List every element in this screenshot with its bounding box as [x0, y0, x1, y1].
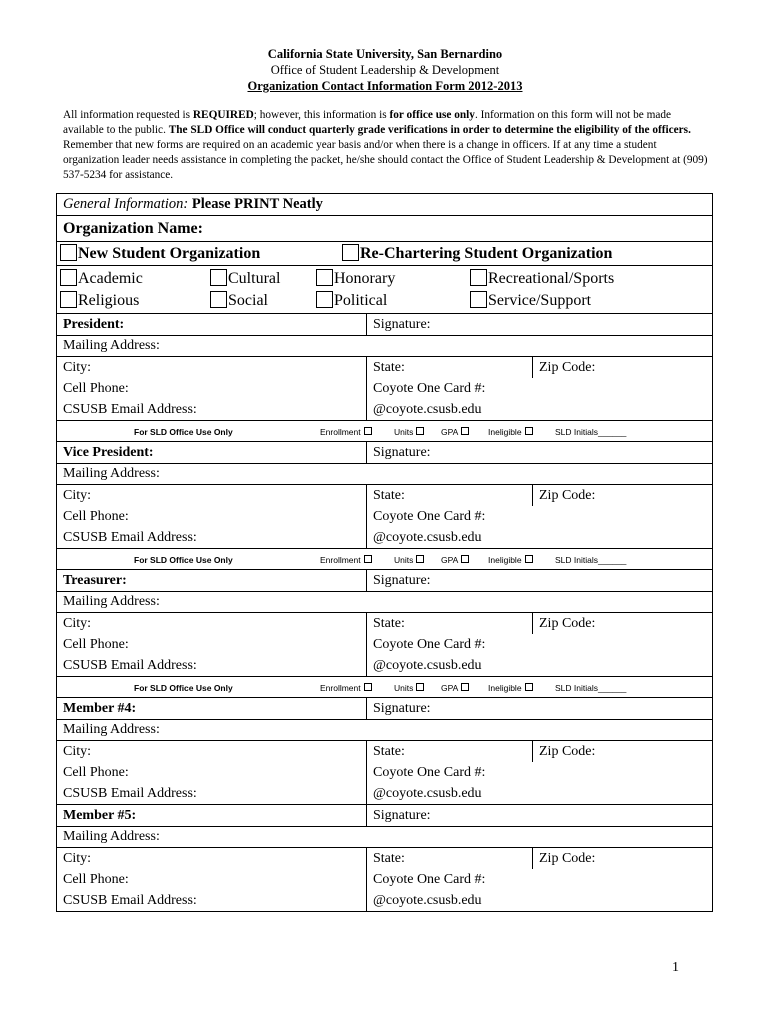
vp-title-row — [57, 442, 712, 464]
vp-mailing-label: Mailing Address: — [63, 466, 160, 481]
treasurer-zip[interactable]: Zip Code: — [532, 613, 712, 634]
member5-mailing-label: Mailing Address: — [63, 829, 160, 844]
treasurer-label: Treasurer: — [63, 572, 127, 588]
president-state[interactable]: State: — [366, 357, 532, 378]
member4-cell[interactable]: Cell Phone: — [63, 764, 129, 780]
office-name: Office of Student Leadership & Development — [270, 63, 500, 77]
president-email[interactable]: CSUSB Email Address: — [63, 401, 197, 417]
sld-initials: SLD Initials______ — [555, 555, 627, 565]
intro-text-2: ; however, this information is — [253, 109, 390, 121]
treasurer-email-domain: @coyote.csusb.edu — [366, 655, 712, 676]
type-social[interactable] — [210, 291, 268, 311]
vp-label: Vice President: — [63, 444, 154, 460]
member4-state[interactable]: State: — [366, 741, 532, 762]
president-cell[interactable]: Cell Phone: — [63, 380, 129, 396]
new-org-checkbox[interactable] — [60, 244, 77, 261]
academic-checkbox[interactable] — [60, 269, 77, 286]
enrollment-label: Enrollment — [320, 427, 361, 437]
gpa-label: GPA — [441, 683, 459, 693]
intro-grade-check: The SLD Office will conduct quarterly grade verifications in order to determine the eligibility of the officers. — [168, 124, 691, 136]
intro-text-3: . Information on this form will not be made available to the public. — [63, 109, 672, 136]
type-cultural[interactable] — [210, 269, 280, 289]
intro-text-4: Remember that new forms are required on an academic year basis and/or when there is a change in officers. If at any time a student organization leader needs assistance in completing the packet, he/she should contact the Office of Student Leadership & Development at (909) 537-5234 for assistance. — [63, 139, 708, 181]
intro-office-use: for office use only — [389, 109, 475, 121]
honorary-label: Honorary — [334, 270, 396, 287]
treasurer-email-row — [57, 655, 712, 677]
member4-zip[interactable]: Zip Code: — [532, 741, 712, 762]
vp-cell[interactable]: Cell Phone: — [63, 508, 129, 524]
vp-email[interactable]: CSUSB Email Address: — [63, 529, 197, 545]
form-title: Organization Contact Information Form 2012-2013 — [247, 79, 523, 93]
type-religious[interactable] — [60, 291, 139, 311]
general-info-label: General Information: — [63, 196, 189, 212]
member5-cell[interactable]: Cell Phone: — [63, 871, 129, 887]
member4-city[interactable]: City: — [63, 743, 92, 759]
member5-coyote[interactable]: Coyote One Card #: — [366, 869, 712, 890]
president-email-row — [57, 399, 712, 421]
member4-email-domain: @coyote.csusb.edu — [366, 783, 712, 804]
member4-signature[interactable]: Signature: — [366, 698, 712, 719]
ineligible-check — [488, 427, 533, 437]
vp-state[interactable]: State: — [366, 485, 532, 506]
member5-signature[interactable]: Signature: — [366, 805, 712, 826]
org-type-area — [57, 266, 712, 314]
treasurer-cell-row — [57, 634, 712, 655]
units-check — [394, 427, 424, 437]
vp-cell-row — [57, 506, 712, 527]
cultural-label: Cultural — [228, 270, 281, 287]
units-label: Units — [394, 683, 414, 693]
social-checkbox[interactable] — [210, 291, 227, 308]
enrollment-check — [320, 683, 372, 693]
intro-paragraph — [63, 108, 713, 183]
ineligible-label: Ineligible — [488, 683, 522, 693]
gpa-label: GPA — [441, 427, 459, 437]
political-label: Political — [334, 292, 388, 309]
president-coyote[interactable]: Coyote One Card #: — [366, 378, 712, 399]
print-neatly-label: Please PRINT Neatly — [191, 196, 323, 212]
org-name-row[interactable] — [57, 216, 712, 242]
university-name: California State University, San Bernardino — [267, 47, 503, 61]
enrollment-label: Enrollment — [320, 683, 361, 693]
cultural-checkbox[interactable] — [210, 269, 227, 286]
member5-title-row — [57, 805, 712, 827]
service-checkbox[interactable] — [470, 291, 487, 308]
member5-state[interactable]: State: — [366, 848, 532, 869]
enrollment-check — [320, 555, 372, 565]
member4-email[interactable]: CSUSB Email Address: — [63, 785, 197, 801]
president-signature[interactable]: Signature: — [366, 314, 712, 335]
enrollment-label: Enrollment — [320, 555, 361, 565]
treasurer-state[interactable]: State: — [366, 613, 532, 634]
member5-city[interactable]: City: — [63, 850, 92, 866]
vp-office-use-row — [57, 549, 712, 570]
member5-email[interactable]: CSUSB Email Address: — [63, 892, 197, 908]
treasurer-coyote[interactable]: Coyote One Card #: — [366, 634, 712, 655]
academic-label: Academic — [78, 270, 143, 287]
president-label: President: — [63, 316, 125, 332]
intro-text-1: All information requested is — [63, 109, 193, 121]
org-status-row — [57, 242, 712, 266]
president-city-row — [57, 357, 712, 378]
religious-label: Religious — [78, 292, 140, 309]
treasurer-signature[interactable]: Signature: — [366, 570, 712, 591]
member4-cell-row — [57, 762, 712, 783]
religious-checkbox[interactable] — [60, 291, 77, 308]
type-service[interactable] — [470, 291, 591, 311]
recharter-checkbox[interactable] — [342, 244, 359, 261]
vp-city[interactable]: City: — [63, 487, 92, 503]
treasurer-cell[interactable]: Cell Phone: — [63, 636, 129, 652]
vp-signature[interactable]: Signature: — [366, 442, 712, 463]
member4-mailing-row[interactable] — [57, 720, 712, 741]
vp-email-row — [57, 527, 712, 549]
vp-city-row — [57, 485, 712, 506]
service-label: Service/Support — [488, 292, 592, 309]
units-check — [394, 555, 424, 565]
sld-initials: SLD Initials______ — [555, 427, 627, 437]
member5-city-row — [57, 848, 712, 869]
ineligible-check — [488, 683, 533, 693]
member5-mailing-row[interactable] — [57, 827, 712, 848]
recreational-label: Recreational/Sports — [488, 270, 615, 287]
president-cell-row — [57, 378, 712, 399]
general-info-row — [57, 194, 712, 216]
president-mailing-label: Mailing Address: — [63, 338, 160, 353]
member4-coyote[interactable]: Coyote One Card #: — [366, 762, 712, 783]
president-mailing-row[interactable] — [57, 336, 712, 357]
political-checkbox[interactable] — [316, 291, 333, 308]
president-title-row — [57, 314, 712, 336]
treasurer-mailing-row[interactable] — [57, 592, 712, 613]
recharter-label: Re-Chartering Student Organization — [360, 245, 613, 262]
treasurer-mailing-label: Mailing Address: — [63, 594, 160, 609]
ineligible-check — [488, 555, 533, 565]
treasurer-title-row — [57, 570, 712, 592]
treasurer-city[interactable]: City: — [63, 615, 92, 631]
member5-email-row — [57, 890, 712, 911]
office-use-label: For SLD Office Use Only — [134, 555, 233, 565]
new-org-label: New Student Organization — [78, 245, 261, 262]
member4-title-row — [57, 698, 712, 720]
president-zip[interactable]: Zip Code: — [532, 357, 712, 378]
member4-label: Member #4: — [63, 700, 137, 716]
member5-label: Member #5: — [63, 807, 137, 823]
member4-city-row — [57, 741, 712, 762]
units-check — [394, 683, 424, 693]
member5-zip[interactable]: Zip Code: — [532, 848, 712, 869]
president-city[interactable]: City: — [63, 359, 92, 375]
president-office-use-row — [57, 421, 712, 442]
president-email-domain: @coyote.csusb.edu — [366, 399, 712, 420]
recharter-option[interactable] — [342, 244, 612, 264]
vp-coyote[interactable]: Coyote One Card #: — [366, 506, 712, 527]
units-label: Units — [394, 555, 414, 565]
gpa-check — [441, 555, 469, 565]
office-use-label: For SLD Office Use Only — [134, 683, 233, 693]
treasurer-city-row — [57, 613, 712, 634]
vp-email-domain: @coyote.csusb.edu — [366, 527, 712, 548]
ineligible-label: Ineligible — [488, 555, 522, 565]
type-honorary[interactable] — [316, 269, 395, 289]
type-academic[interactable] — [60, 269, 143, 289]
member4-email-row — [57, 783, 712, 805]
honorary-checkbox[interactable] — [316, 269, 333, 286]
member5-email-domain: @coyote.csusb.edu — [366, 890, 712, 911]
gpa-label: GPA — [441, 555, 459, 565]
gpa-check — [441, 683, 469, 693]
vp-mailing-row[interactable] — [57, 464, 712, 485]
member5-cell-row — [57, 869, 712, 890]
treasurer-office-use-row — [57, 677, 712, 698]
gpa-check — [441, 427, 469, 437]
recreational-checkbox[interactable] — [470, 269, 487, 286]
enrollment-check — [320, 427, 372, 437]
page-number: 1 — [672, 960, 679, 975]
org-name-label: Organization Name: — [63, 219, 203, 237]
member4-mailing-label: Mailing Address: — [63, 722, 160, 737]
units-label: Units — [394, 427, 414, 437]
type-recreational[interactable] — [470, 269, 614, 289]
vp-zip[interactable]: Zip Code: — [532, 485, 712, 506]
intro-required: REQUIRED — [192, 109, 254, 121]
office-use-label: For SLD Office Use Only — [134, 427, 233, 437]
social-label: Social — [228, 292, 268, 309]
type-political[interactable] — [316, 291, 387, 311]
sld-initials: SLD Initials______ — [555, 683, 627, 693]
treasurer-email[interactable]: CSUSB Email Address: — [63, 657, 197, 673]
contact-form — [56, 193, 713, 912]
new-org-option[interactable] — [60, 244, 260, 264]
ineligible-label: Ineligible — [488, 427, 522, 437]
